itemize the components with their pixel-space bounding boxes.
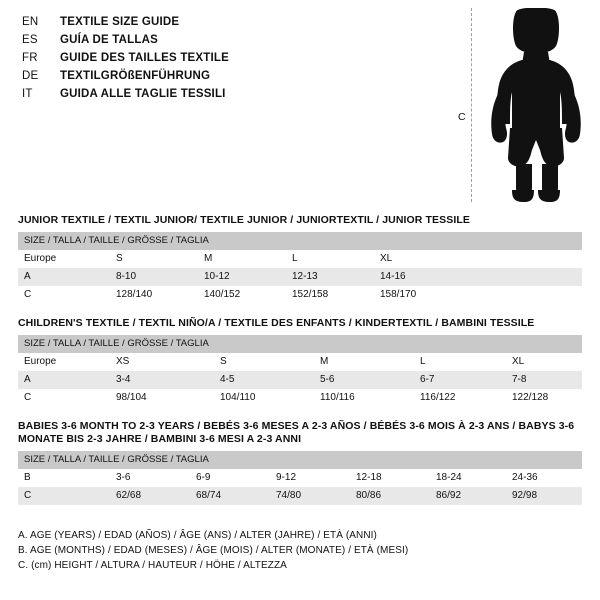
language-title: GUIDE DES TAILLES TEXTILE: [60, 52, 229, 64]
row-label: B: [18, 469, 110, 487]
measurement-label-c: C: [458, 111, 466, 123]
height-measurement-figure: [452, 6, 592, 202]
table-row: [18, 469, 582, 487]
language-title: GUÍA DE TALLAS: [60, 34, 158, 46]
footnotes-block: [18, 528, 582, 573]
section-babies-textile: [18, 420, 582, 505]
cell-empty: [462, 286, 582, 304]
cell: 14-16: [374, 268, 462, 286]
cell: 140/152: [198, 286, 286, 304]
row-label: C: [18, 389, 110, 407]
row-label: A: [18, 371, 110, 389]
language-code: DE: [22, 70, 39, 82]
cell: 12-18: [350, 469, 430, 487]
row-label: C: [18, 487, 110, 505]
cell: 74/80: [270, 487, 350, 505]
table-row: [18, 286, 582, 304]
cell: 152/158: [286, 286, 374, 304]
cell: 8-10: [110, 268, 198, 286]
toddler-silhouette-icon: [480, 8, 592, 202]
cell: 86/92: [430, 487, 506, 505]
cell: 7-8: [506, 371, 582, 389]
cell: M: [198, 250, 286, 268]
cell: L: [414, 353, 506, 371]
cell: 122/128: [506, 389, 582, 407]
cell: 24-36: [506, 469, 582, 487]
children-size-table: [18, 335, 582, 407]
footnote-age-months: B. AGE (MONTHS) / EDAD (MESES) / ÂGE (MOIS) / ALTER (MONATE) / ETÀ (MESI): [18, 545, 409, 556]
junior-size-table: [18, 232, 582, 304]
row-label: Europe: [18, 353, 110, 371]
language-code: IT: [22, 88, 33, 100]
table-header-row: [18, 335, 582, 353]
cell: 9-12: [270, 469, 350, 487]
language-title: TEXTILE SIZE GUIDE: [60, 16, 180, 28]
section-title: BABIES 3-6 MONTH TO 2-3 YEARS / BEBÉS 3-6 MESES A 2-3 AÑOS / BÉBÉS 3-6 MOIS À 2-3 ANS / BABYS 3-6 MONATE BIS 2-3 JAHRE / BAMBINI 3-6 MESI A 2-3 ANNI: [18, 420, 575, 445]
language-title: TEXTILGRÖßENFÜHRUNG: [60, 70, 211, 82]
cell: 6-9: [190, 469, 270, 487]
section-title: CHILDREN'S TEXTILE / TEXTIL NIÑO/A / TEXTILE DES ENFANTS / KINDERTEXTIL / BAMBINI TESSILE: [18, 317, 535, 329]
table-header-row: [18, 232, 582, 250]
cell: 68/74: [190, 487, 270, 505]
language-title: GUIDA ALLE TAGLIE TESSILI: [60, 88, 226, 100]
footnote-age-years: A. AGE (YEARS) / EDAD (AÑOS) / ÂGE (ANS) / ALTER (JAHRE) / ETÀ (ANNI): [18, 530, 377, 541]
table-row: [18, 250, 582, 268]
cell-empty: [462, 250, 582, 268]
cell: 104/110: [214, 389, 314, 407]
table-header-label: SIZE / TALLA / TAILLE / GRÖSSE / TAGLIA: [18, 451, 582, 469]
cell: 98/104: [110, 389, 214, 407]
row-label: Europe: [18, 250, 110, 268]
cell: 18-24: [430, 469, 506, 487]
table-row: [18, 371, 582, 389]
language-row: [22, 50, 442, 66]
cell: 4-5: [214, 371, 314, 389]
measurement-dashed-line: [471, 8, 472, 202]
cell: 6-7: [414, 371, 506, 389]
language-title-block: [22, 14, 442, 104]
language-row: [22, 86, 442, 102]
babies-size-table: [18, 451, 582, 505]
cell: XS: [110, 353, 214, 371]
language-row: [22, 32, 442, 48]
cell: 62/68: [110, 487, 190, 505]
cell: S: [214, 353, 314, 371]
cell: 158/170: [374, 286, 462, 304]
table-header-label: SIZE / TALLA / TAILLE / GRÖSSE / TAGLIA: [18, 335, 582, 353]
row-label: C: [18, 286, 110, 304]
language-code: FR: [22, 52, 38, 64]
cell: 92/98: [506, 487, 582, 505]
cell: 116/122: [414, 389, 506, 407]
language-code: EN: [22, 16, 39, 28]
cell: L: [286, 250, 374, 268]
table-row: [18, 268, 582, 286]
table-row: [18, 353, 582, 371]
cell: XL: [506, 353, 582, 371]
language-row: [22, 68, 442, 84]
table-header-row: [18, 451, 582, 469]
cell: 3-4: [110, 371, 214, 389]
cell: 128/140: [110, 286, 198, 304]
cell: 12-13: [286, 268, 374, 286]
section-children-textile: [18, 317, 582, 407]
section-junior-textile: [18, 214, 582, 304]
cell: S: [110, 250, 198, 268]
cell: 5-6: [314, 371, 414, 389]
cell: 3-6: [110, 469, 190, 487]
language-code: ES: [22, 34, 38, 46]
cell: 80/86: [350, 487, 430, 505]
table-row: [18, 487, 582, 505]
footnote-height: C. (cm) HEIGHT / ALTURA / HAUTEUR / HÖHE / ALTEZZA: [18, 560, 287, 571]
cell-empty: [462, 268, 582, 286]
table-row: [18, 389, 582, 407]
language-row: [22, 14, 442, 30]
section-title: JUNIOR TEXTILE / TEXTIL JUNIOR/ TEXTILE JUNIOR / JUNIORTEXTIL / JUNIOR TESSILE: [18, 214, 470, 226]
row-label: A: [18, 268, 110, 286]
cell: M: [314, 353, 414, 371]
table-header-label: SIZE / TALLA / TAILLE / GRÖSSE / TAGLIA: [18, 232, 582, 250]
cell: XL: [374, 250, 462, 268]
cell: 110/116: [314, 389, 414, 407]
cell: 10-12: [198, 268, 286, 286]
